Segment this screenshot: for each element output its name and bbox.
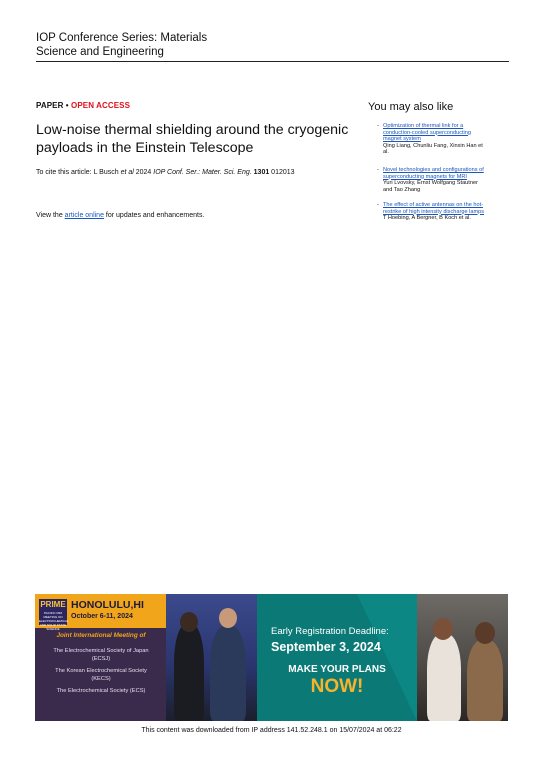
related-item-authors	[383, 215, 507, 222]
photo-person-head	[433, 618, 453, 640]
paper-title	[36, 121, 366, 157]
title-line: Novel technologies and configurations of	[383, 167, 484, 173]
ad-decor-shape	[357, 594, 417, 721]
paper-title-line1: Low-noise thermal shielding around the cryogenic	[36, 122, 349, 138]
open-access-badge: OPEN ACCESS	[71, 101, 131, 110]
related-heading: You may also like	[368, 101, 454, 113]
ad-now: NOW!	[310, 676, 364, 697]
title-line: conduction-cooled superconducting	[383, 129, 472, 136]
cite-year: 2024	[133, 169, 154, 176]
conference-ad-banner[interactable]	[35, 594, 508, 721]
photo-person-head	[180, 612, 198, 632]
view-prefix: View the	[36, 212, 65, 219]
related-item	[377, 123, 507, 156]
journal-name-line2: Science and Engineering	[36, 46, 164, 58]
ad-joint-meeting: Joint International Meeting of	[56, 632, 146, 639]
view-suffix: for updates and enhancements.	[103, 212, 205, 219]
ad-make-plans: MAKE YOUR PLANS	[288, 664, 386, 675]
related-item	[377, 202, 507, 222]
prime-logo-text: PRIME	[40, 600, 66, 609]
journal-name	[36, 31, 207, 59]
cite-volume: 1301	[253, 169, 270, 176]
paper-type-tag	[36, 101, 130, 110]
ad-society: (KECS)	[91, 676, 111, 682]
photo-person	[174, 624, 204, 721]
header-divider	[36, 61, 509, 62]
ad-early-registration: Early Registration Deadline:	[271, 626, 389, 637]
photo-person	[467, 640, 503, 721]
article-online-link[interactable]: article online	[64, 212, 104, 219]
cite-number: 012013	[269, 169, 295, 176]
authors-line: Qing Liang, Chunliu Fang, Xinxin Han et	[383, 142, 483, 149]
citation-line	[36, 169, 366, 176]
title-line: restrike of high intensity discharge lamps	[383, 208, 485, 215]
download-info-footer: This content was downloaded from IP address 141.52.248.1 on 15/07/2024 at 06:22	[141, 727, 402, 734]
related-item-title-link[interactable]	[383, 167, 507, 180]
ad-dates: October 6-11, 2024	[71, 613, 133, 620]
tag-separator: •	[63, 101, 72, 110]
authors-line: al.	[383, 149, 389, 156]
authors-line: and Tao Zhang	[383, 186, 421, 193]
ad-header-strip	[35, 594, 166, 631]
bullet-dash: -	[377, 202, 379, 208]
ad-deadline-date: September 3, 2024	[271, 640, 381, 654]
prime-logo	[39, 599, 69, 631]
cite-etal: et al	[120, 169, 134, 176]
bullet-dash: -	[377, 167, 379, 173]
paper-title-line2: payloads in the Einstein Telescope	[36, 140, 254, 156]
photo-person-head	[475, 622, 495, 644]
cite-journal: IOP Conf. Ser.: Mater. Sci. Eng.	[153, 169, 252, 176]
photo-person	[210, 626, 246, 721]
ad-society: The Electrochemical Society of Japan	[53, 648, 149, 654]
ad-registration-panel	[257, 594, 417, 721]
title-line: magnet system	[383, 136, 421, 143]
photo-person	[427, 634, 461, 721]
ad-society: The Electrochemical Society (ECS)	[56, 688, 146, 694]
title-line: superconducting magnets for MRI	[383, 173, 467, 180]
ad-location: HONOLULU,HI	[71, 599, 144, 611]
title-line: Optimization of thermal link for a	[383, 123, 464, 129]
ad-photo-right	[417, 594, 508, 721]
authors-line: T Hoebing, A Bergner, B Koch et al.	[383, 215, 471, 222]
prime-logo-subtext: PACIFIC RIM MEETING ON ELECTROCHEMICAL AND SOLID STATE SCIENCE	[39, 611, 69, 631]
ad-info-panel	[35, 594, 166, 721]
ad-society: (ECSJ)	[91, 656, 111, 662]
related-item-authors	[383, 143, 507, 156]
related-item-title-link[interactable]	[383, 202, 507, 215]
ad-photo-left	[166, 594, 257, 721]
photo-person-head	[219, 608, 237, 628]
paper-label: PAPER	[36, 101, 64, 110]
related-item-authors	[383, 180, 507, 193]
ad-society: The Korean Electrochemical Society	[55, 668, 147, 674]
related-item	[377, 167, 507, 193]
related-item-title-link[interactable]	[383, 123, 507, 143]
cite-prefix: To cite this article: L Busch	[36, 169, 121, 176]
view-online-line	[36, 212, 204, 219]
title-line: The effect of active antennas on the hot-	[383, 202, 484, 208]
journal-name-line1: IOP Conference Series: Materials	[36, 32, 208, 44]
bullet-dash: -	[377, 123, 379, 129]
authors-line: Yuri Lvovsky, Ernst Wolfgang Stautner	[383, 180, 478, 187]
